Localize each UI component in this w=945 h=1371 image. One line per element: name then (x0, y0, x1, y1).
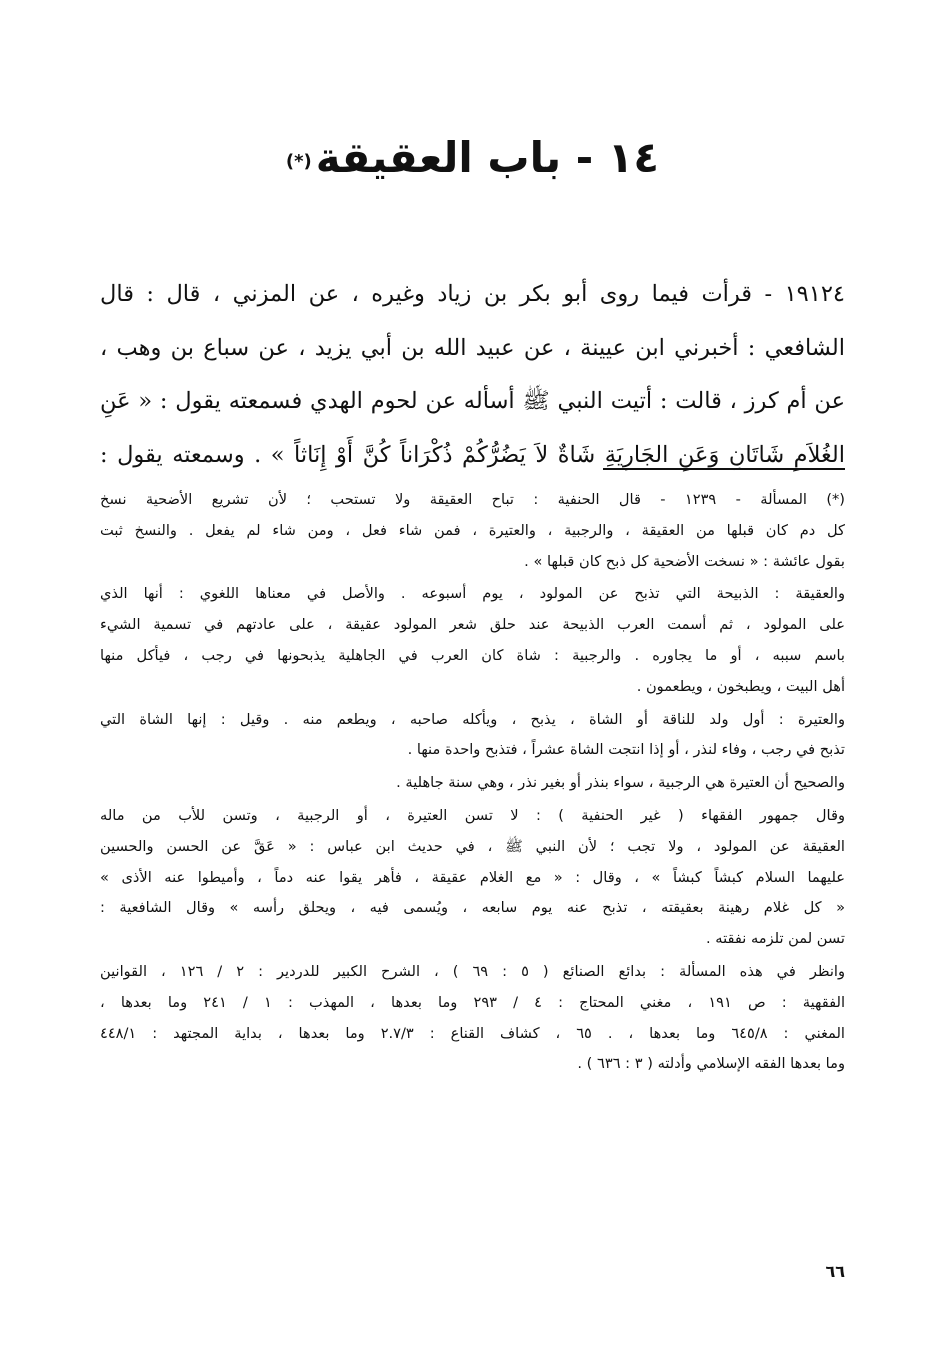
footnote-line: باسم سببه ، أو ما يجاوره . والرجبية : شاة كان العرب في الجاهلية يذبحونها في رجب ، فيأكل منها (100, 646, 845, 664)
footnote-marker: (*) (285, 151, 312, 172)
footnote-line: والعقيقة : الذبيحة التي تذبح عن المولود ، يوم أسبوعه . والأصل في معناها اللغوي : أنها الذي (100, 585, 845, 603)
footnote-line: عليهما السلام كبشاً كبشاً » ، وقال : « مع الغلام عقيقة ، فأهر يقوا عنه دماً ، وأميطوا عنه الأذى » (100, 868, 845, 886)
hadith-line-2: الشافعي : أخبرني ابن عيينة ، عن عبيد الله بن أبي يزيد ، عن سباع بن وهب ، (100, 334, 845, 361)
chapter-title (0, 128, 945, 188)
hadith-line-4: الغُلاَمِ شَاتَانِ وَعَنِ الجَارِيَةِ شَاةٌ لاَ يَضُرُّكُمْ ذُكْرَاناً كُنَّ أَوْ إِنَاثاً » . وسمعته يقول : (100, 441, 845, 468)
footnote-line: والعتيرة : أول ولد للناقة أو الشاة ، يذبح ، ويأكله صاحبه ، ويطعم منه . وقيل : إنها الشاة التي (100, 710, 845, 728)
footnote-paragraph-1 (100, 485, 845, 577)
footnote-paragraph-6 (100, 957, 845, 1080)
hadith-line-3: عن أم كرز ، قالت : أتيت النبي ﷺ أسأله عن لحوم الهدي فسمعته يقول : « عَنِ (100, 388, 845, 414)
footnote-line: العقيقة عن المولود ، ولا تجب ؛ لأن النبي ﷺ ، في حديث ابن عباس : « عَقَّ عن الحسن والحسين (100, 837, 845, 855)
footnote-line: والصحيح أن العتيرة هي الرجبية ، سواء بنذر أو بغير نذر ، وهي سنة جاهلية . (396, 774, 845, 792)
footnote-paragraph-4 (100, 768, 845, 799)
footnote-line: على المولود ، ثم أسمت العرب الذبيحة عند حلق شعر المولود عقيقة ، على عادتهم في تسمية الشيء (100, 616, 845, 634)
page-number: ٦٦ (825, 1262, 845, 1281)
footnote-paragraph-2 (100, 579, 845, 702)
hadith-text (100, 268, 845, 482)
footnote-line: (*) المسألة - ١٢٣٩ - قال الحنفية : تباح العقيقة ولا تستحب ؛ لأن تشريع الأضحية نسخ (100, 491, 845, 508)
footnote-line: وقال جمهور الفقهاء ( غير الحنفية ) : لا تسن العتيرة ، أو الرجبية ، وتسن للأب من ماله (100, 806, 845, 824)
chapter-title-text: ١٤ - باب العقيقة (315, 133, 660, 182)
footnote-line: تسن لمن تلزمه نفقته . (705, 930, 845, 948)
footnote-line: المغني : ٦٤٥/٨ وما بعدها ، . ٦٥ ، كشاف القناع : ٢.٧/٣ وما بعدها ، بداية المجتهد : ٤٤٨/١ (100, 1024, 845, 1042)
footnote-paragraph-5 (100, 801, 845, 955)
footnote-paragraph-3 (100, 705, 845, 767)
hadith-line-1: ١٩١٢٤ - قرأت فيما روى أبو بكر بن زياد وغيره ، عن المزني ، قال : قال (100, 281, 845, 307)
footnote-line: الفقهية : ص ١٩١ ، مغني المحتاج : ٤ / ٢٩٣ وما بعدها ، المهذب : ١ / ٢٤١ وما بعدها ، (100, 993, 845, 1011)
footnote-separator (603, 468, 845, 470)
footnote-line: بقول عائشة : « نسخت الأضحية كل ذبح كان قبلها » . (524, 552, 845, 570)
footnote-line: تذبح في رجب ، وفاء لنذر ، أو إذا انتجت الشاة عشراً ، فتذبح واحدة منها . (407, 741, 845, 759)
footnotes (100, 485, 845, 1082)
footnote-line: وما بعدها الفقه الإسلامي وأدلته ( ٣ : ٦٣٦ ) . (577, 1055, 845, 1073)
footnote-line: كل دم كان قبلها من العقيقة ، والرجبية ، والعتيرة ، فمن شاء فعل ، ومن شاء لم يفعل . والنسخ ثبت (100, 521, 845, 539)
footnote-line: أهل البيت ، ويطبخون ، ويطعمون . (636, 677, 845, 695)
footnote-line: « كل غلام رهينة بعقيقته ، تذبح عنه يوم سابعه ، ويُسمى فيه ، ويحلق رأسه » وقال الشافعية : (100, 899, 845, 917)
footnote-line: وانظر في هذه المسألة : بدائع الصنائع ( ٥ : ٦٩ ) ، الشرح الكبير للدردير : ٢ / ١٢٦ ، القوانين (100, 962, 846, 980)
